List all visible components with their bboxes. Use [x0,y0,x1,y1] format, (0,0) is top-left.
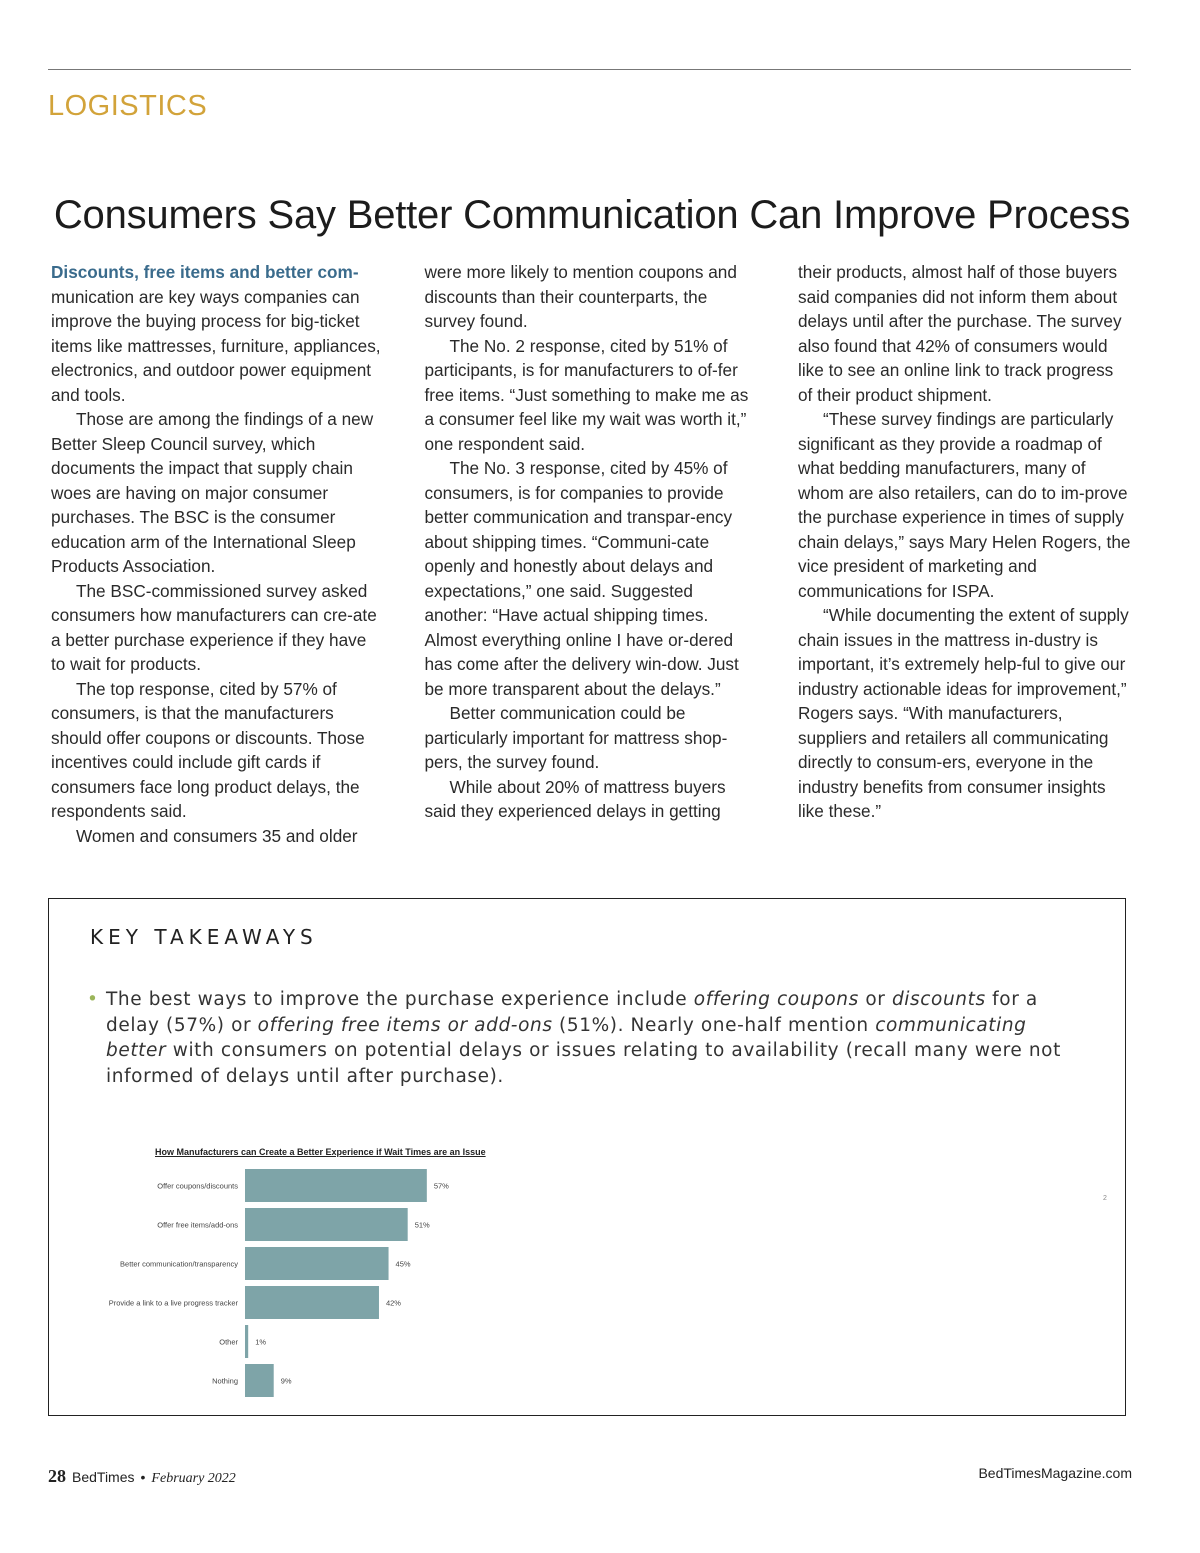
chart-title: How Manufacturers can Create a Better Experience if Wait Times are an Issue [155,1147,486,1157]
paragraph [51,260,384,407]
chart-value-label: 45% [395,1259,411,1269]
footer-left [48,1466,236,1487]
article-column-1 [51,260,384,848]
article-column-3 [798,260,1131,848]
bullet-dot-icon: • [87,989,99,1010]
lead-in: Discounts, free items and better com- [51,262,359,282]
chart-category-label: Offer coupons/discounts [157,1181,238,1191]
paragraph: The BSC-commissioned survey asked consumers how manufacturers can cre-ate a better purchase experience if they have to wait for products. [51,580,377,674]
paragraph: were more likely to mention coupons and discounts than their counterparts, the survey found. [424,262,737,331]
page-number: 28 [48,1466,66,1486]
headline: Consumers Say Better Communication Can Improve Process [53,193,1131,237]
paragraph: The top response, cited by 57% of consumers, is that the manufacturers should offer coupons or discounts. Those incentives could include gift cards if consumers face long product delays, the respondents said. [51,678,365,821]
chart-bar [245,1208,408,1241]
paragraph-text: munication are key ways companies can improve the buying process for big-ticket items like mattresses, furniture, appliances, electronics, and outdoor power equipment and tools. [51,286,381,405]
page-marker: 2 [1103,1195,1107,1202]
paragraph: While about 20% of mattress buyers said they experienced delays in getting [424,776,726,821]
chart-category-label: Offer free items/add-ons [157,1220,238,1230]
chart-category-label: Provide a link to a live progress tracker [108,1298,238,1308]
chart-bar [245,1247,389,1280]
chart-category-label: Better communication/transparency [120,1259,238,1269]
chart-value-label: 42% [385,1298,401,1308]
top-rule [48,69,1131,70]
section-label: LOGISTICS [48,90,208,122]
article-column-2 [425,260,758,848]
chart-category-label: Nothing [212,1376,238,1386]
chart-value-label: 51% [414,1220,430,1230]
paragraph: The No. 3 response, cited by 45% of consumers, is for companies to provide better communication and transpar-ency about shipping times. “Communi-cate openly and honestly about delays and expectations,” one said. Suggested another: “Have actual shipping times. Almost everything online I have or-dered has come after the delivery win-dow. Just be more transparent about the delays.” [424,458,739,699]
key-takeaways-box [48,898,1126,1416]
paragraph: Those are among the findings of a new Better Sleep Council survey, which documents the impact that supply chain woes are having on major consumer purchases. The BSC is the consumer education arm of the International Sleep Products Association. [51,409,374,576]
issue-date: February 2022 [151,1471,236,1486]
chart-value-label: 1% [255,1337,267,1347]
chart-value-label: 57% [433,1181,449,1191]
chart-category-label: Other [219,1337,238,1347]
paragraph: The No. 2 response, cited by 51% of participants, is for manufacturers to of-fer free items. “Just something to make me as a consumer feel like my wait was worth it,” one respondent said. [424,335,749,454]
bar-chart [49,899,1127,1417]
chart-bar [245,1286,379,1319]
key-takeaway-bullet: • The best ways to improve the purchase experience include offering coupons or discounts for a delay (57%) or offering free items or add-ons (51%). Nearly one-half mention communicating better with consumers on potential delays or issues relating to availability (recall many were not informed of delays until after purchase). [87,989,1061,1087]
paragraph: “These survey findings are particularly significant as they provide a roadmap of what bedding manufacturers, many of whom are also retailers, can do to im-prove the purchase experience in times of supply chain delays,” says Mary Helen Rogers, the vice president of marketing and communications for ISPA. [798,409,1131,601]
footer-separator: • [140,1469,146,1485]
paragraph: their products, almost half of those buyers said companies did not inform them about delays until after the purchase. The survey also found that 42% of consumers would like to see an online link to track progress of their product shipment. [798,262,1122,405]
chart-bar [245,1325,248,1358]
article-columns [51,260,1131,848]
paragraph: Better communication could be particularly important for mattress shop-pers, the survey found. [424,703,728,772]
website-link[interactable]: BedTimesMagazine.com [978,1465,1132,1481]
paragraph: “While documenting the extent of supply chain issues in the mattress in-dustry is important, it’s extremely help-ful to give our industry actionable ideas for improvement,” Rogers says. “With manufacturers, suppliers and retailers all communicating directly to consum-ers, everyone in the industry benefits from consumer insights like these.” [798,605,1129,821]
paragraph: Women and consumers 35 and older [76,825,358,846]
chart-bar [245,1169,427,1202]
brand-name: BedTimes [72,1469,135,1485]
chart-value-label: 9% [280,1376,292,1386]
chart-bar [245,1364,274,1397]
key-takeaways-title: KEY TAKEAWAYS [90,925,318,949]
